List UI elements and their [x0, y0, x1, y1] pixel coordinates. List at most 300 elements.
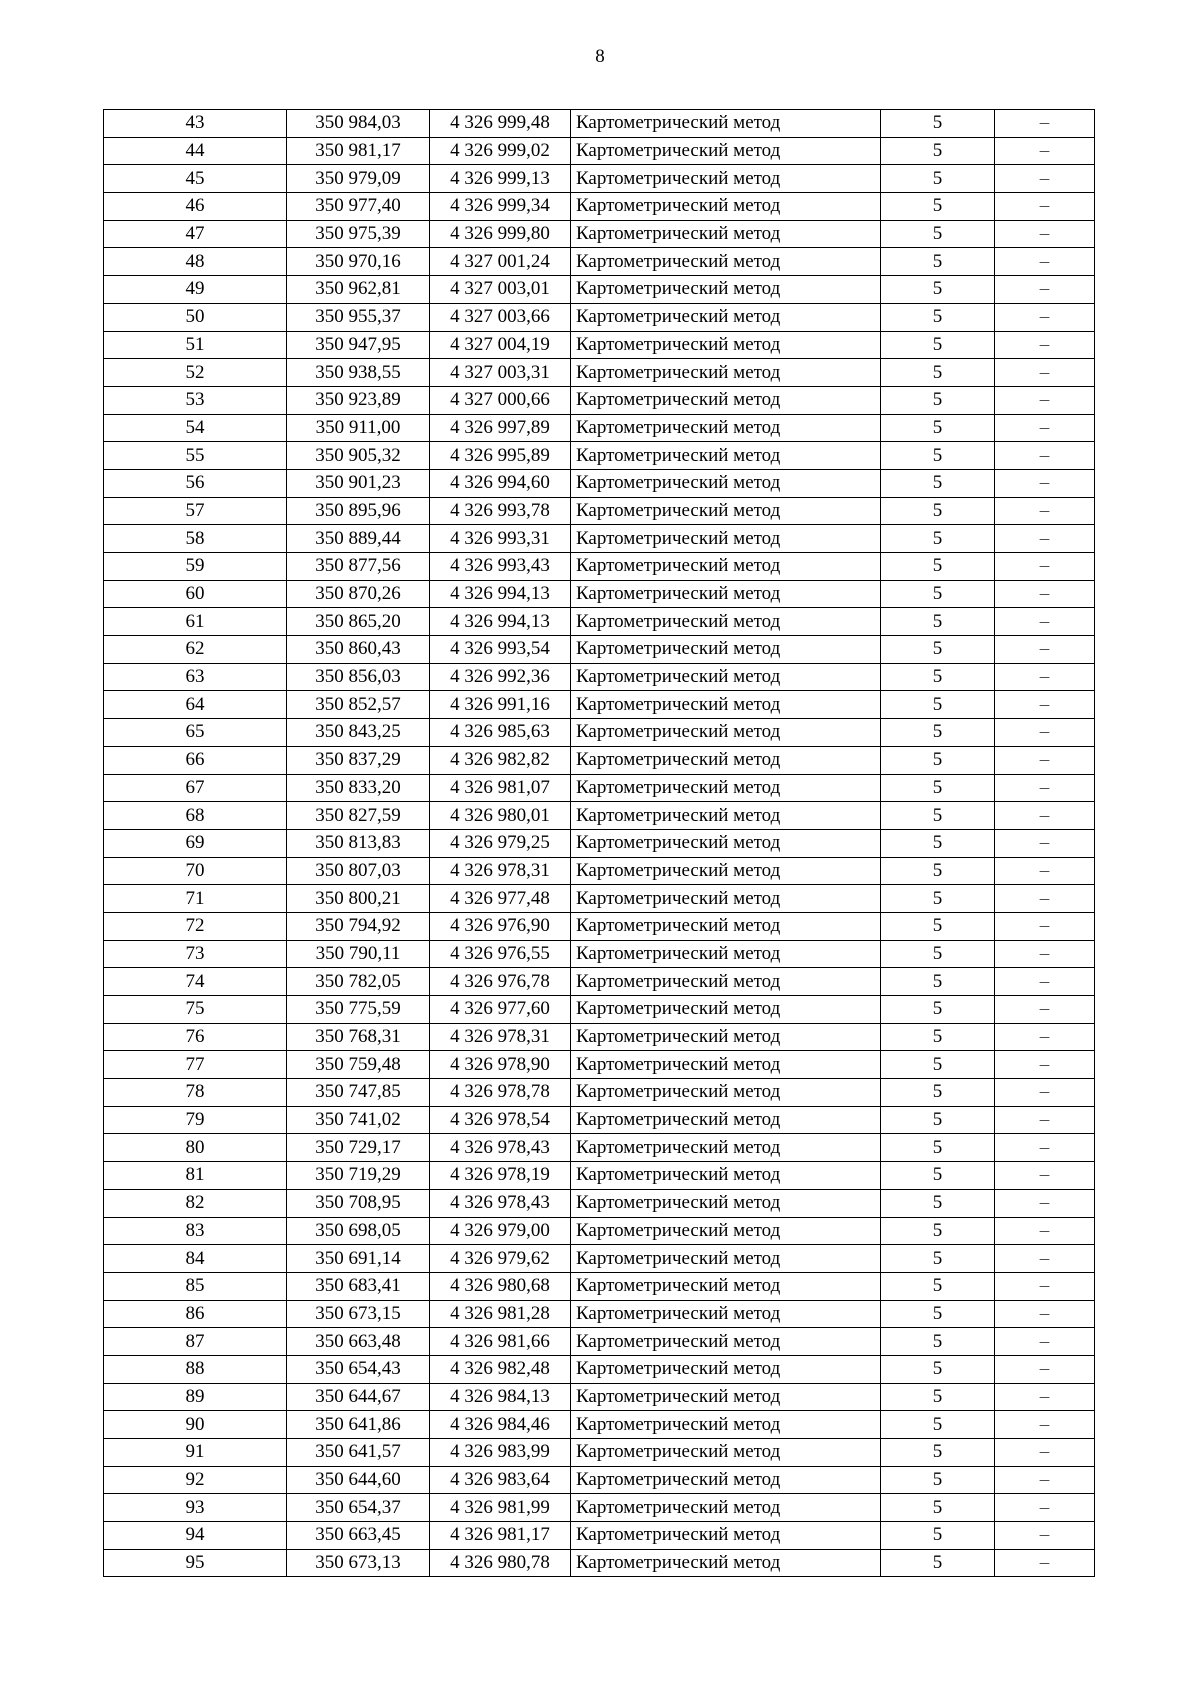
point-number-cell: 49: [104, 276, 287, 304]
note-cell: –: [995, 968, 1095, 996]
method-cell: Картометрический метод: [571, 1023, 881, 1051]
table-row: [104, 1494, 1095, 1522]
table-row: [104, 1300, 1095, 1328]
method-cell: Картометрический метод: [571, 1328, 881, 1356]
table-row: [104, 331, 1095, 359]
method-cell: Картометрический метод: [571, 276, 881, 304]
x-coordinate-cell: 350 663,48: [287, 1328, 430, 1356]
table-row: [104, 303, 1095, 331]
accuracy-cell: 5: [881, 1023, 995, 1051]
y-coordinate-cell: 4 326 991,16: [430, 691, 571, 719]
accuracy-cell: 5: [881, 691, 995, 719]
table-row: [104, 1217, 1095, 1245]
note-cell: –: [995, 1439, 1095, 1467]
point-number-cell: 82: [104, 1189, 287, 1217]
y-coordinate-cell: 4 326 982,48: [430, 1355, 571, 1383]
note-cell: –: [995, 719, 1095, 747]
x-coordinate-cell: 350 782,05: [287, 968, 430, 996]
method-cell: Картометрический метод: [571, 608, 881, 636]
x-coordinate-cell: 350 962,81: [287, 276, 430, 304]
table-row: [104, 1355, 1095, 1383]
point-number-cell: 60: [104, 580, 287, 608]
method-cell: Картометрический метод: [571, 331, 881, 359]
note-cell: –: [995, 1217, 1095, 1245]
method-cell: Картометрический метод: [571, 193, 881, 221]
point-number-cell: 95: [104, 1549, 287, 1577]
accuracy-cell: 5: [881, 497, 995, 525]
accuracy-cell: 5: [881, 829, 995, 857]
note-cell: –: [995, 940, 1095, 968]
point-number-cell: 88: [104, 1355, 287, 1383]
y-coordinate-cell: 4 326 978,19: [430, 1162, 571, 1190]
method-cell: Картометрический метод: [571, 1106, 881, 1134]
point-number-cell: 66: [104, 746, 287, 774]
accuracy-cell: 5: [881, 303, 995, 331]
y-coordinate-cell: 4 326 978,43: [430, 1134, 571, 1162]
method-cell: Картометрический метод: [571, 1079, 881, 1107]
table-row: [104, 414, 1095, 442]
x-coordinate-cell: 350 741,02: [287, 1106, 430, 1134]
x-coordinate-cell: 350 759,48: [287, 1051, 430, 1079]
method-cell: Картометрический метод: [571, 1134, 881, 1162]
point-number-cell: 51: [104, 331, 287, 359]
table-row: [104, 802, 1095, 830]
method-cell: Картометрический метод: [571, 636, 881, 664]
x-coordinate-cell: 350 673,15: [287, 1300, 430, 1328]
x-coordinate-cell: 350 923,89: [287, 386, 430, 414]
note-cell: –: [995, 386, 1095, 414]
y-coordinate-cell: 4 326 981,17: [430, 1522, 571, 1550]
y-coordinate-cell: 4 326 993,78: [430, 497, 571, 525]
y-coordinate-cell: 4 326 981,07: [430, 774, 571, 802]
table-row: [104, 663, 1095, 691]
table-row: [104, 386, 1095, 414]
table-row: [104, 1522, 1095, 1550]
method-cell: Картометрический метод: [571, 1466, 881, 1494]
y-coordinate-cell: 4 326 999,13: [430, 165, 571, 193]
point-number-cell: 45: [104, 165, 287, 193]
coordinates-table-body: [104, 110, 1095, 1577]
point-number-cell: 53: [104, 386, 287, 414]
x-coordinate-cell: 350 673,13: [287, 1549, 430, 1577]
accuracy-cell: 5: [881, 442, 995, 470]
y-coordinate-cell: 4 326 979,62: [430, 1245, 571, 1273]
table-row: [104, 996, 1095, 1024]
point-number-cell: 79: [104, 1106, 287, 1134]
note-cell: –: [995, 829, 1095, 857]
note-cell: –: [995, 497, 1095, 525]
table-row: [104, 1272, 1095, 1300]
table-row: [104, 193, 1095, 221]
method-cell: Картометрический метод: [571, 1272, 881, 1300]
method-cell: Картометрический метод: [571, 220, 881, 248]
note-cell: –: [995, 802, 1095, 830]
note-cell: –: [995, 248, 1095, 276]
accuracy-cell: 5: [881, 469, 995, 497]
accuracy-cell: 5: [881, 137, 995, 165]
note-cell: –: [995, 414, 1095, 442]
point-number-cell: 54: [104, 414, 287, 442]
x-coordinate-cell: 350 775,59: [287, 996, 430, 1024]
point-number-cell: 93: [104, 1494, 287, 1522]
note-cell: –: [995, 359, 1095, 387]
x-coordinate-cell: 350 698,05: [287, 1217, 430, 1245]
x-coordinate-cell: 350 654,37: [287, 1494, 430, 1522]
y-coordinate-cell: 4 326 976,78: [430, 968, 571, 996]
point-number-cell: 57: [104, 497, 287, 525]
point-number-cell: 91: [104, 1439, 287, 1467]
point-number-cell: 43: [104, 110, 287, 138]
accuracy-cell: 5: [881, 193, 995, 221]
x-coordinate-cell: 350 905,32: [287, 442, 430, 470]
x-coordinate-cell: 350 870,26: [287, 580, 430, 608]
note-cell: –: [995, 774, 1095, 802]
method-cell: Картометрический метод: [571, 553, 881, 581]
method-cell: Картометрический метод: [571, 1522, 881, 1550]
note-cell: –: [995, 1162, 1095, 1190]
coordinates-table: [103, 109, 1095, 1577]
accuracy-cell: 5: [881, 746, 995, 774]
note-cell: –: [995, 1300, 1095, 1328]
method-cell: Картометрический метод: [571, 1549, 881, 1577]
method-cell: Картометрический метод: [571, 774, 881, 802]
point-number-cell: 47: [104, 220, 287, 248]
method-cell: Картометрический метод: [571, 248, 881, 276]
table-row: [104, 857, 1095, 885]
y-coordinate-cell: 4 327 001,24: [430, 248, 571, 276]
point-number-cell: 64: [104, 691, 287, 719]
table-row: [104, 1134, 1095, 1162]
point-number-cell: 81: [104, 1162, 287, 1190]
accuracy-cell: 5: [881, 386, 995, 414]
table-row: [104, 276, 1095, 304]
accuracy-cell: 5: [881, 968, 995, 996]
accuracy-cell: 5: [881, 165, 995, 193]
y-coordinate-cell: 4 327 003,01: [430, 276, 571, 304]
note-cell: –: [995, 1023, 1095, 1051]
y-coordinate-cell: 4 326 999,48: [430, 110, 571, 138]
point-number-cell: 73: [104, 940, 287, 968]
y-coordinate-cell: 4 326 978,31: [430, 1023, 571, 1051]
x-coordinate-cell: 350 683,41: [287, 1272, 430, 1300]
point-number-cell: 74: [104, 968, 287, 996]
point-number-cell: 80: [104, 1134, 287, 1162]
table-row: [104, 691, 1095, 719]
table-row: [104, 940, 1095, 968]
table-row: [104, 469, 1095, 497]
point-number-cell: 61: [104, 608, 287, 636]
y-coordinate-cell: 4 326 979,00: [430, 1217, 571, 1245]
y-coordinate-cell: 4 326 982,82: [430, 746, 571, 774]
y-coordinate-cell: 4 327 003,31: [430, 359, 571, 387]
note-cell: –: [995, 442, 1095, 470]
note-cell: –: [995, 885, 1095, 913]
y-coordinate-cell: 4 326 977,60: [430, 996, 571, 1024]
method-cell: Картометрический метод: [571, 497, 881, 525]
table-row: [104, 1023, 1095, 1051]
table-row: [104, 359, 1095, 387]
y-coordinate-cell: 4 326 995,89: [430, 442, 571, 470]
method-cell: Картометрический метод: [571, 414, 881, 442]
y-coordinate-cell: 4 326 983,64: [430, 1466, 571, 1494]
y-coordinate-cell: 4 326 993,54: [430, 636, 571, 664]
method-cell: Картометрический метод: [571, 968, 881, 996]
x-coordinate-cell: 350 800,21: [287, 885, 430, 913]
y-coordinate-cell: 4 326 984,46: [430, 1411, 571, 1439]
method-cell: Картометрический метод: [571, 165, 881, 193]
x-coordinate-cell: 350 901,23: [287, 469, 430, 497]
point-number-cell: 44: [104, 137, 287, 165]
x-coordinate-cell: 350 790,11: [287, 940, 430, 968]
method-cell: Картометрический метод: [571, 303, 881, 331]
table-row: [104, 525, 1095, 553]
y-coordinate-cell: 4 326 993,43: [430, 553, 571, 581]
table-row: [104, 1466, 1095, 1494]
y-coordinate-cell: 4 326 992,36: [430, 663, 571, 691]
method-cell: Картометрический метод: [571, 1189, 881, 1217]
accuracy-cell: 5: [881, 608, 995, 636]
method-cell: Картометрический метод: [571, 940, 881, 968]
accuracy-cell: 5: [881, 553, 995, 581]
accuracy-cell: 5: [881, 1383, 995, 1411]
y-coordinate-cell: 4 326 983,99: [430, 1439, 571, 1467]
table-row: [104, 1051, 1095, 1079]
note-cell: –: [995, 553, 1095, 581]
method-cell: Картометрический метод: [571, 137, 881, 165]
accuracy-cell: 5: [881, 1300, 995, 1328]
y-coordinate-cell: 4 326 979,25: [430, 829, 571, 857]
table-row: [104, 912, 1095, 940]
y-coordinate-cell: 4 326 978,90: [430, 1051, 571, 1079]
method-cell: Картометрический метод: [571, 1051, 881, 1079]
note-cell: –: [995, 691, 1095, 719]
y-coordinate-cell: 4 326 999,80: [430, 220, 571, 248]
table-row: [104, 1079, 1095, 1107]
x-coordinate-cell: 350 852,57: [287, 691, 430, 719]
x-coordinate-cell: 350 856,03: [287, 663, 430, 691]
y-coordinate-cell: 4 326 997,89: [430, 414, 571, 442]
accuracy-cell: 5: [881, 110, 995, 138]
method-cell: Картометрический метод: [571, 1162, 881, 1190]
method-cell: Картометрический метод: [571, 442, 881, 470]
method-cell: Картометрический метод: [571, 996, 881, 1024]
x-coordinate-cell: 350 719,29: [287, 1162, 430, 1190]
x-coordinate-cell: 350 691,14: [287, 1245, 430, 1273]
table-row: [104, 497, 1095, 525]
table-row: [104, 636, 1095, 664]
note-cell: –: [995, 580, 1095, 608]
table-row: [104, 829, 1095, 857]
point-number-cell: 76: [104, 1023, 287, 1051]
y-coordinate-cell: 4 326 981,66: [430, 1328, 571, 1356]
point-number-cell: 46: [104, 193, 287, 221]
y-coordinate-cell: 4 326 981,28: [430, 1300, 571, 1328]
accuracy-cell: 5: [881, 1439, 995, 1467]
x-coordinate-cell: 350 807,03: [287, 857, 430, 885]
note-cell: –: [995, 1106, 1095, 1134]
y-coordinate-cell: 4 326 978,54: [430, 1106, 571, 1134]
accuracy-cell: 5: [881, 1355, 995, 1383]
accuracy-cell: 5: [881, 1134, 995, 1162]
accuracy-cell: 5: [881, 1466, 995, 1494]
y-coordinate-cell: 4 327 000,66: [430, 386, 571, 414]
table-row: [104, 1106, 1095, 1134]
y-coordinate-cell: 4 326 994,13: [430, 608, 571, 636]
method-cell: Картометрический метод: [571, 359, 881, 387]
accuracy-cell: 5: [881, 580, 995, 608]
point-number-cell: 85: [104, 1272, 287, 1300]
point-number-cell: 72: [104, 912, 287, 940]
note-cell: –: [995, 608, 1095, 636]
table-row: [104, 580, 1095, 608]
note-cell: –: [995, 912, 1095, 940]
table-row: [104, 1189, 1095, 1217]
accuracy-cell: 5: [881, 636, 995, 664]
table-row: [104, 746, 1095, 774]
note-cell: –: [995, 137, 1095, 165]
point-number-cell: 84: [104, 1245, 287, 1273]
x-coordinate-cell: 350 895,96: [287, 497, 430, 525]
note-cell: –: [995, 1466, 1095, 1494]
note-cell: –: [995, 165, 1095, 193]
table-row: [104, 137, 1095, 165]
accuracy-cell: 5: [881, 1522, 995, 1550]
note-cell: –: [995, 663, 1095, 691]
table-row: [104, 968, 1095, 996]
note-cell: –: [995, 525, 1095, 553]
x-coordinate-cell: 350 837,29: [287, 746, 430, 774]
y-coordinate-cell: 4 326 980,01: [430, 802, 571, 830]
table-row: [104, 1439, 1095, 1467]
point-number-cell: 63: [104, 663, 287, 691]
method-cell: Картометрический метод: [571, 857, 881, 885]
method-cell: Картометрический метод: [571, 691, 881, 719]
y-coordinate-cell: 4 326 993,31: [430, 525, 571, 553]
accuracy-cell: 5: [881, 1217, 995, 1245]
note-cell: –: [995, 1189, 1095, 1217]
note-cell: –: [995, 1328, 1095, 1356]
x-coordinate-cell: 350 938,55: [287, 359, 430, 387]
point-number-cell: 92: [104, 1466, 287, 1494]
accuracy-cell: 5: [881, 663, 995, 691]
note-cell: –: [995, 996, 1095, 1024]
point-number-cell: 50: [104, 303, 287, 331]
x-coordinate-cell: 350 768,31: [287, 1023, 430, 1051]
note-cell: –: [995, 636, 1095, 664]
method-cell: Картометрический метод: [571, 386, 881, 414]
note-cell: –: [995, 110, 1095, 138]
note-cell: –: [995, 303, 1095, 331]
y-coordinate-cell: 4 326 978,78: [430, 1079, 571, 1107]
y-coordinate-cell: 4 326 984,13: [430, 1383, 571, 1411]
method-cell: Картометрический метод: [571, 525, 881, 553]
method-cell: Картометрический метод: [571, 829, 881, 857]
point-number-cell: 83: [104, 1217, 287, 1245]
point-number-cell: 62: [104, 636, 287, 664]
method-cell: Картометрический метод: [571, 719, 881, 747]
accuracy-cell: 5: [881, 940, 995, 968]
point-number-cell: 90: [104, 1411, 287, 1439]
accuracy-cell: 5: [881, 1051, 995, 1079]
accuracy-cell: 5: [881, 1328, 995, 1356]
point-number-cell: 59: [104, 553, 287, 581]
accuracy-cell: 5: [881, 774, 995, 802]
method-cell: Картометрический метод: [571, 1383, 881, 1411]
x-coordinate-cell: 350 813,83: [287, 829, 430, 857]
note-cell: –: [995, 276, 1095, 304]
table-row: [104, 608, 1095, 636]
table-row: [104, 1549, 1095, 1577]
accuracy-cell: 5: [881, 1411, 995, 1439]
y-coordinate-cell: 4 326 976,90: [430, 912, 571, 940]
x-coordinate-cell: 350 977,40: [287, 193, 430, 221]
x-coordinate-cell: 350 955,37: [287, 303, 430, 331]
point-number-cell: 78: [104, 1079, 287, 1107]
table-row: [104, 1383, 1095, 1411]
point-number-cell: 70: [104, 857, 287, 885]
note-cell: –: [995, 1355, 1095, 1383]
accuracy-cell: 5: [881, 1189, 995, 1217]
accuracy-cell: 5: [881, 857, 995, 885]
x-coordinate-cell: 350 794,92: [287, 912, 430, 940]
x-coordinate-cell: 350 877,56: [287, 553, 430, 581]
point-number-cell: 65: [104, 719, 287, 747]
point-number-cell: 87: [104, 1328, 287, 1356]
method-cell: Картометрический метод: [571, 1439, 881, 1467]
accuracy-cell: 5: [881, 525, 995, 553]
method-cell: Картометрический метод: [571, 885, 881, 913]
x-coordinate-cell: 350 970,16: [287, 248, 430, 276]
method-cell: Картометрический метод: [571, 746, 881, 774]
note-cell: –: [995, 1411, 1095, 1439]
y-coordinate-cell: 4 326 980,78: [430, 1549, 571, 1577]
point-number-cell: 55: [104, 442, 287, 470]
x-coordinate-cell: 350 641,57: [287, 1439, 430, 1467]
x-coordinate-cell: 350 889,44: [287, 525, 430, 553]
method-cell: Картометрический метод: [571, 1245, 881, 1273]
x-coordinate-cell: 350 981,17: [287, 137, 430, 165]
point-number-cell: 86: [104, 1300, 287, 1328]
x-coordinate-cell: 350 911,00: [287, 414, 430, 442]
point-number-cell: 89: [104, 1383, 287, 1411]
table-row: [104, 110, 1095, 138]
accuracy-cell: 5: [881, 1549, 995, 1577]
x-coordinate-cell: 350 833,20: [287, 774, 430, 802]
note-cell: –: [995, 857, 1095, 885]
method-cell: Картометрический метод: [571, 1355, 881, 1383]
accuracy-cell: 5: [881, 1079, 995, 1107]
method-cell: Картометрический метод: [571, 663, 881, 691]
method-cell: Картометрический метод: [571, 1494, 881, 1522]
accuracy-cell: 5: [881, 414, 995, 442]
table-row: [104, 442, 1095, 470]
table-row: [104, 885, 1095, 913]
table-row: [104, 1411, 1095, 1439]
x-coordinate-cell: 350 663,45: [287, 1522, 430, 1550]
point-number-cell: 77: [104, 1051, 287, 1079]
accuracy-cell: 5: [881, 719, 995, 747]
point-number-cell: 56: [104, 469, 287, 497]
method-cell: Картометрический метод: [571, 1300, 881, 1328]
note-cell: –: [995, 1134, 1095, 1162]
x-coordinate-cell: 350 975,39: [287, 220, 430, 248]
point-number-cell: 67: [104, 774, 287, 802]
y-coordinate-cell: 4 326 977,48: [430, 885, 571, 913]
accuracy-cell: 5: [881, 1106, 995, 1134]
x-coordinate-cell: 350 979,09: [287, 165, 430, 193]
note-cell: –: [995, 1051, 1095, 1079]
x-coordinate-cell: 350 644,67: [287, 1383, 430, 1411]
